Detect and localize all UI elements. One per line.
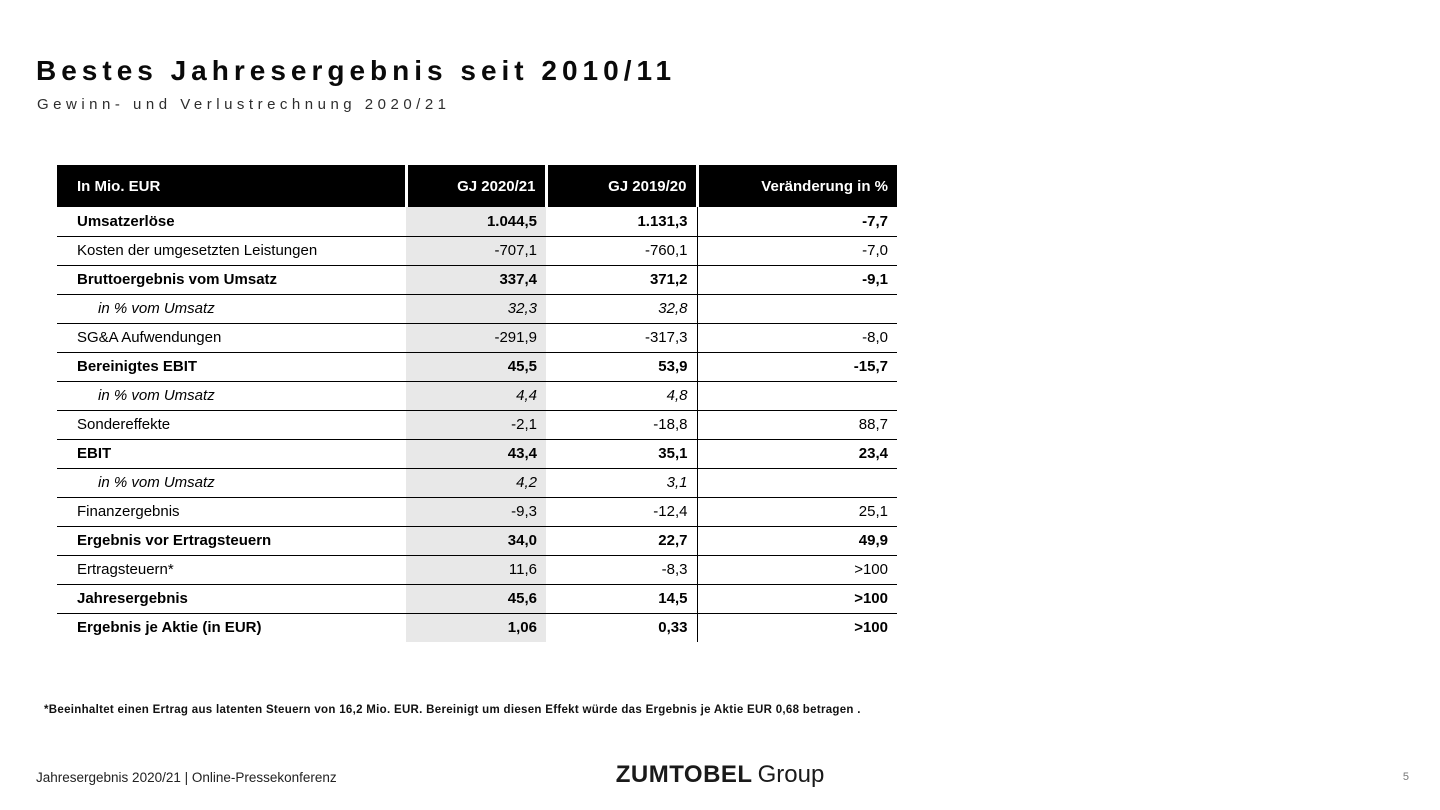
table-row <box>57 497 897 526</box>
row-value-gj2020-21: -9,3 <box>406 497 546 526</box>
table-row <box>57 265 897 294</box>
table-body <box>57 207 897 642</box>
row-label: Kosten der umgesetzten Leistungen <box>57 236 406 265</box>
page-title: Bestes Jahresergebnis seit 2010/11 <box>36 55 677 86</box>
row-value-gj2020-21: 34,0 <box>406 526 546 555</box>
row-value-gj2020-21: 32,3 <box>406 294 546 323</box>
footer-presentation-label: Jahresergebnis 2020/21 | Online-Pressekonferenz <box>36 770 337 785</box>
table-row <box>57 236 897 265</box>
row-value-gj2019-20: 1.131,3 <box>546 207 697 236</box>
row-label: in % vom Umsatz <box>57 468 406 497</box>
row-value-gj2020-21: 45,6 <box>406 584 546 613</box>
row-label: Bereinigtes EBIT <box>57 352 406 381</box>
row-value-gj2019-20: -8,3 <box>546 555 697 584</box>
row-value-gj2019-20: -317,3 <box>546 323 697 352</box>
footnote: *Beeinhaltet einen Ertrag aus latenten Steuern von 16,2 Mio. EUR. Bereinigt um diesen Effekt würde das Ergebnis je Aktie EUR 0,68 betragen . <box>44 704 861 716</box>
table-row <box>57 584 897 613</box>
row-label: in % vom Umsatz <box>57 294 406 323</box>
row-value-gj2019-20: 4,8 <box>546 381 697 410</box>
row-value-gj2020-21: -707,1 <box>406 236 546 265</box>
row-label: Ergebnis je Aktie (in EUR) <box>77 619 262 637</box>
row-label: Finanzergebnis <box>57 497 406 526</box>
table-row <box>57 439 897 468</box>
row-value-gj2020-21: 4,4 <box>406 381 546 410</box>
row-label: Jahresergebnis <box>57 584 406 613</box>
row-value-change: -9,1 <box>697 265 897 294</box>
table-row <box>57 352 897 381</box>
row-label: Ertragsteuern* <box>57 555 406 584</box>
row-value-change <box>697 381 897 410</box>
row-value-gj2019-20: -12,4 <box>546 497 697 526</box>
row-value-change: -8,0 <box>697 323 897 352</box>
row-value-gj2019-20: 371,2 <box>546 265 697 294</box>
row-value-gj2020-21: 45,5 <box>406 352 546 381</box>
row-value-gj2020-21: 1,06 <box>406 613 546 642</box>
table-row <box>57 555 897 584</box>
table-row <box>57 294 897 323</box>
row-label: SG&A Aufwendungen <box>57 323 406 352</box>
row-value-gj2019-20: 14,5 <box>546 584 697 613</box>
row-label: in % vom Umsatz <box>57 381 406 410</box>
row-value-change: 88,7 <box>697 410 897 439</box>
column-header-gj2019-20: GJ 2019/20 <box>546 165 697 207</box>
row-label: Bruttoergebnis vom Umsatz <box>57 265 406 294</box>
row-value-change: >100 <box>697 613 897 642</box>
row-value-gj2019-20: 35,1 <box>546 439 697 468</box>
column-header-unit: In Mio. EUR <box>57 165 406 207</box>
row-value-change: -15,7 <box>697 352 897 381</box>
row-label: EBIT <box>57 439 406 468</box>
table-row <box>57 468 897 497</box>
column-header-change: Veränderung in % <box>697 165 897 207</box>
row-value-change: -7,7 <box>697 207 897 236</box>
table-row <box>57 410 897 439</box>
row-label: Sondereffekte <box>57 410 406 439</box>
row-value-change: 49,9 <box>697 526 897 555</box>
logo-wordmark: ZUMTOBEL <box>615 761 753 788</box>
row-value-gj2020-21: -2,1 <box>406 410 546 439</box>
row-value-change <box>697 468 897 497</box>
page-subtitle: Gewinn- und Verlustrechnung 2020/21 <box>37 96 451 113</box>
row-value-gj2020-21: 4,2 <box>406 468 546 497</box>
row-value-change: 23,4 <box>697 439 897 468</box>
table-header-row <box>57 165 897 207</box>
table-row <box>57 613 897 642</box>
row-value-gj2019-20: -760,1 <box>546 236 697 265</box>
pnl-table <box>57 165 897 642</box>
row-value-gj2020-21: 1.044,5 <box>406 207 546 236</box>
pnl-table-container <box>57 165 897 642</box>
row-value-gj2019-20: 3,1 <box>546 468 697 497</box>
row-value-gj2020-21: -291,9 <box>406 323 546 352</box>
row-value-change: 25,1 <box>697 497 897 526</box>
table-row <box>57 526 897 555</box>
row-value-gj2019-20: 53,9 <box>546 352 697 381</box>
row-value-change <box>697 294 897 323</box>
row-value-gj2019-20: -18,8 <box>546 410 697 439</box>
table-row <box>57 323 897 352</box>
row-label: Ergebnis vor Ertragsteuern <box>57 526 406 555</box>
table-row <box>57 381 897 410</box>
page-number: 5 <box>1402 771 1409 783</box>
column-header-gj2020-21: GJ 2020/21 <box>406 165 546 207</box>
row-value-gj2020-21: 11,6 <box>406 555 546 584</box>
row-value-gj2020-21: 337,4 <box>406 265 546 294</box>
table-row <box>57 207 897 236</box>
row-value-change: -7,0 <box>697 236 897 265</box>
row-value-change: >100 <box>697 555 897 584</box>
logo-suffix: Group <box>757 761 825 788</box>
row-value-gj2019-20: 22,7 <box>546 526 697 555</box>
zumtobel-group-logo <box>0 761 1440 789</box>
row-value-gj2020-21: 43,4 <box>406 439 546 468</box>
row-value-gj2019-20: 32,8 <box>546 294 697 323</box>
row-value-gj2019-20: 0,33 <box>658 619 688 637</box>
row-value-change: >100 <box>697 584 897 613</box>
row-label: Umsatzerlöse <box>57 207 406 236</box>
